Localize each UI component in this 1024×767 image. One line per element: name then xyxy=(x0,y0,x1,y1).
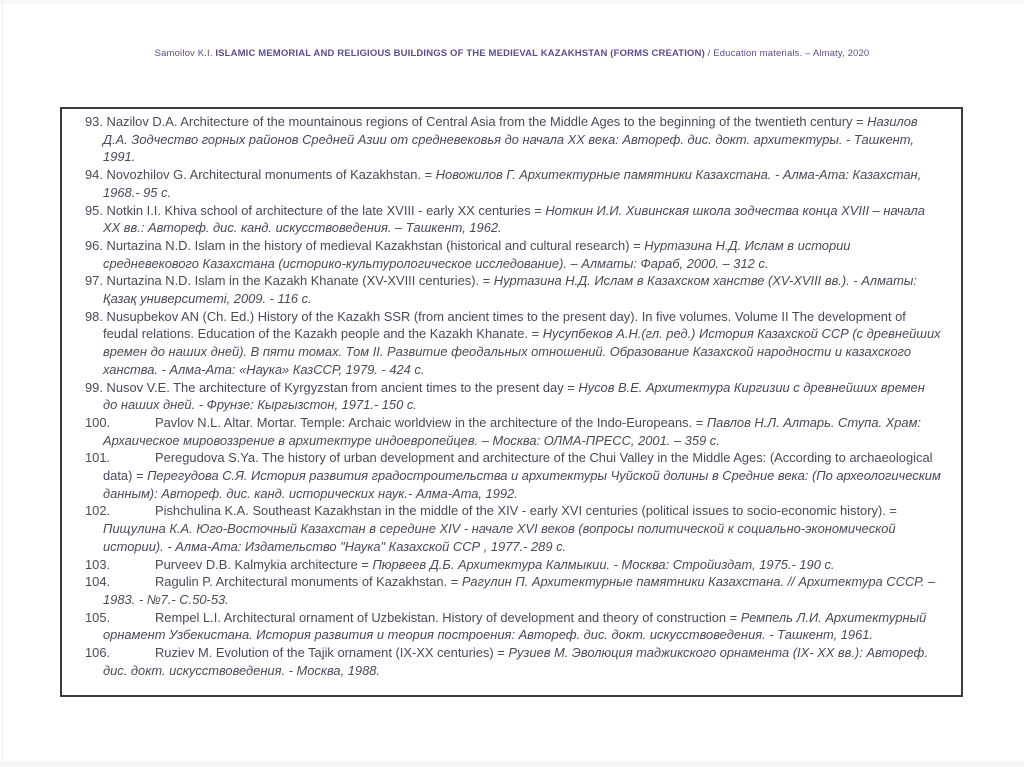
page-edge-top xyxy=(0,0,1024,4)
reference-item xyxy=(85,308,941,379)
reference-text-ru: Ноткин И.И. Хивинская школа зодчества конца XVIII – начала XX вв.: Автореф. дис. канд. искусствоведения. – Ташкент, 1962. xyxy=(103,202,925,236)
reference-item xyxy=(85,609,941,644)
reference-item xyxy=(85,502,941,555)
reference-number: 99. xyxy=(85,379,107,395)
reference-text-en: Purveev D.B. Kalmykia architecture = xyxy=(155,556,373,572)
reference-text-ru: Павлов Н.Л. Алтарь. Ступа. Храм: Архаическое мировоззрение в архитектуре индоевропейцев. – Москва: ОЛМА-ПРЕСС, 2001. – 359 с. xyxy=(103,414,922,448)
reference-number: 106. xyxy=(85,645,111,661)
reference-number: 95. xyxy=(85,202,107,218)
reference-item xyxy=(85,202,941,237)
reference-text-en: Peregudova S.Ya. The history of urban development and architecture of the Chui Valley in the Middle Ages: (According to archaeological data) = xyxy=(103,450,933,484)
reference-text-en: Ruziev M. Evolution of the Tajik ornament (IX-XX centuries) = xyxy=(155,645,509,661)
reference-item xyxy=(85,573,941,608)
reference-text-ru: Нуртазина Н.Д. Ислам в истории средневекового Казахстана (историко-культурологическое исследование). – Алматы: Фараб, 2000. – 312 с. xyxy=(103,237,851,271)
reference-text-ru: Пюрвеев Д.Б. Архитектура Калмыкии. - Москва: Стройиздат, 1975.- 190 с. xyxy=(372,556,835,572)
reference-number: 103. xyxy=(85,556,111,572)
reference-item xyxy=(85,237,941,272)
reference-text-en: Nusov V.E. The architecture of Kyrgyzstan from ancient times to the present day = xyxy=(106,379,579,395)
reference-text-en: Rempel L.I. Architectural ornament of Uzbekistan. History of development and theory of construction = xyxy=(155,609,741,625)
reference-text-ru: Пищулина К.А. Юго-Восточный Казахстан в середине XIV - начале XVI веков (вопросы политической к социально-экономической истории). - Алма-Ата: Издательство "Наука" Казахской ССР , 1977.- 289 с. xyxy=(103,521,896,554)
reference-item xyxy=(85,272,941,307)
reference-number: 93. xyxy=(85,114,107,129)
reference-text-en: Novozhilov G. Architectural monuments of Kazakhstan. = xyxy=(106,167,436,183)
header-title: ISLAMIC MEMORIAL AND RELIGIOUS BUILDINGS OF THE MEDIEVAL KAZAKHSTAN (FORMS CREATION) xyxy=(215,48,705,59)
reference-number: 104. xyxy=(85,574,111,590)
reference-text-en: Notkin I.I. Khiva school of architecture of the late XVIII - early XX centuries = xyxy=(106,202,546,218)
reference-item xyxy=(85,414,941,449)
reference-text-en: Pishchulina K.A. Southeast Kazakhstan in the middle of the XIV - early XVI centuries (political issues to socio-economic history). = xyxy=(155,503,897,519)
reference-number: 102. xyxy=(85,503,111,519)
reference-item xyxy=(85,449,941,502)
reference-number: 105. xyxy=(85,609,111,625)
reference-text-ru: Рагулин П. Архитектурные памятники Казахстана. // Архитектура СССР. – 1983. - №7.- С.50-53. xyxy=(103,574,936,607)
reference-text-en: Nurtazina N.D. Islam in the history of medieval Kazakhstan (historical and cultural research) = xyxy=(106,237,645,253)
reference-text-ru: Назилов Д.А. Зодчество горных районов Средней Азии от средневековья до начала XX века: Автореф. дис. докт. архитектуры. - Ташкент, 1991. xyxy=(103,114,918,165)
running-header xyxy=(20,48,1004,59)
reference-text-en: Ragulin P. Architectural monuments of Kazakhstan. = xyxy=(155,574,462,590)
reference-item xyxy=(85,379,941,414)
page-edge-left xyxy=(2,0,3,767)
reference-text-ru: Рузиев М. Эволюция таджикского орнамента (IX- XX вв.): Автореф. дис. докт. искусствоведения. - Москва, 1988. xyxy=(103,645,928,678)
reference-number: 97. xyxy=(85,273,107,289)
header-author: Samoilov K.I. xyxy=(154,48,216,59)
reference-number: 101. xyxy=(85,450,111,466)
header-suffix: / Education materials. – Almaty, 2020 xyxy=(704,48,870,59)
reference-text-en: Nurtazina N.D. Islam in the Kazakh Khanate (XV-XVIII centuries). = xyxy=(106,273,494,289)
reference-text-ru: Перегудова С.Я. История развития градостроительства и архитектуры Чуйской долины в Средние века: (По археологическим данным): Автореф. дис. канд. исторических наук.- Алма-Ата, 1992. xyxy=(103,468,941,501)
references-box xyxy=(60,107,963,697)
reference-number: 94. xyxy=(85,167,107,183)
reference-text-ru: Нуртазина Н.Д. Ислам в Казахском ханстве (XV-XVIII вв.). - Алматы: Қазақ университеті, 2009. - 116 с. xyxy=(103,273,917,307)
reference-text-en: Nazilov D.A. Architecture of the mountainous regions of Central Asia from the Middle Ages to the beginning of the twentieth century = xyxy=(106,114,868,129)
reference-item xyxy=(85,113,941,166)
reference-item xyxy=(85,644,941,679)
reference-text-ru: Нусов В.Е. Архитектура Киргизии с древнейших времен до наших дней. - Фрунзе: Кыргызстон, 1971.- 150 с. xyxy=(103,379,925,413)
reference-text-en: Nusupbekov AN (Ch. Ed.) History of the Kazakh SSR (from ancient times to the present day). In five volumes. Volume II The development of feudal relations. Education of the Kazakh people and the Kazakh Khanate. = xyxy=(103,308,906,342)
reference-number: 98. xyxy=(85,308,107,324)
reference-item xyxy=(85,556,941,574)
page-edge-bottom xyxy=(0,761,1024,767)
reference-text-en: Pavlov N.L. Altar. Mortar. Temple: Archaic worldview in the architecture of the Indo-Europeans. = xyxy=(155,414,707,430)
reference-number: 100. xyxy=(85,414,111,430)
reference-text-ru: Ремпель Л.И. Архитектурный орнамент Узбекистана. История развития и теория построения: Автореф. дис. докт. искусствоведения. - Ташкент, 1961. xyxy=(103,609,927,643)
reference-item xyxy=(85,166,941,201)
reference-text-ru: Новожилов Г. Архитектурные памятники Казахстана. - Алма-Ата: Казахстан, 1968.- 95 с. xyxy=(103,167,922,200)
reference-number: 96. xyxy=(85,237,107,253)
reference-text-ru: Нусупбеков А.Н.(гл. ред.) История Казахской ССР (с древнейших времен до наших дней). В пяти томах. Том II. Развитие феодальных отношений. Образование Казахской народности и казахского ханства. - Алма-Ата: «Наука» КазССР, 1979. - 424 с. xyxy=(103,326,941,377)
